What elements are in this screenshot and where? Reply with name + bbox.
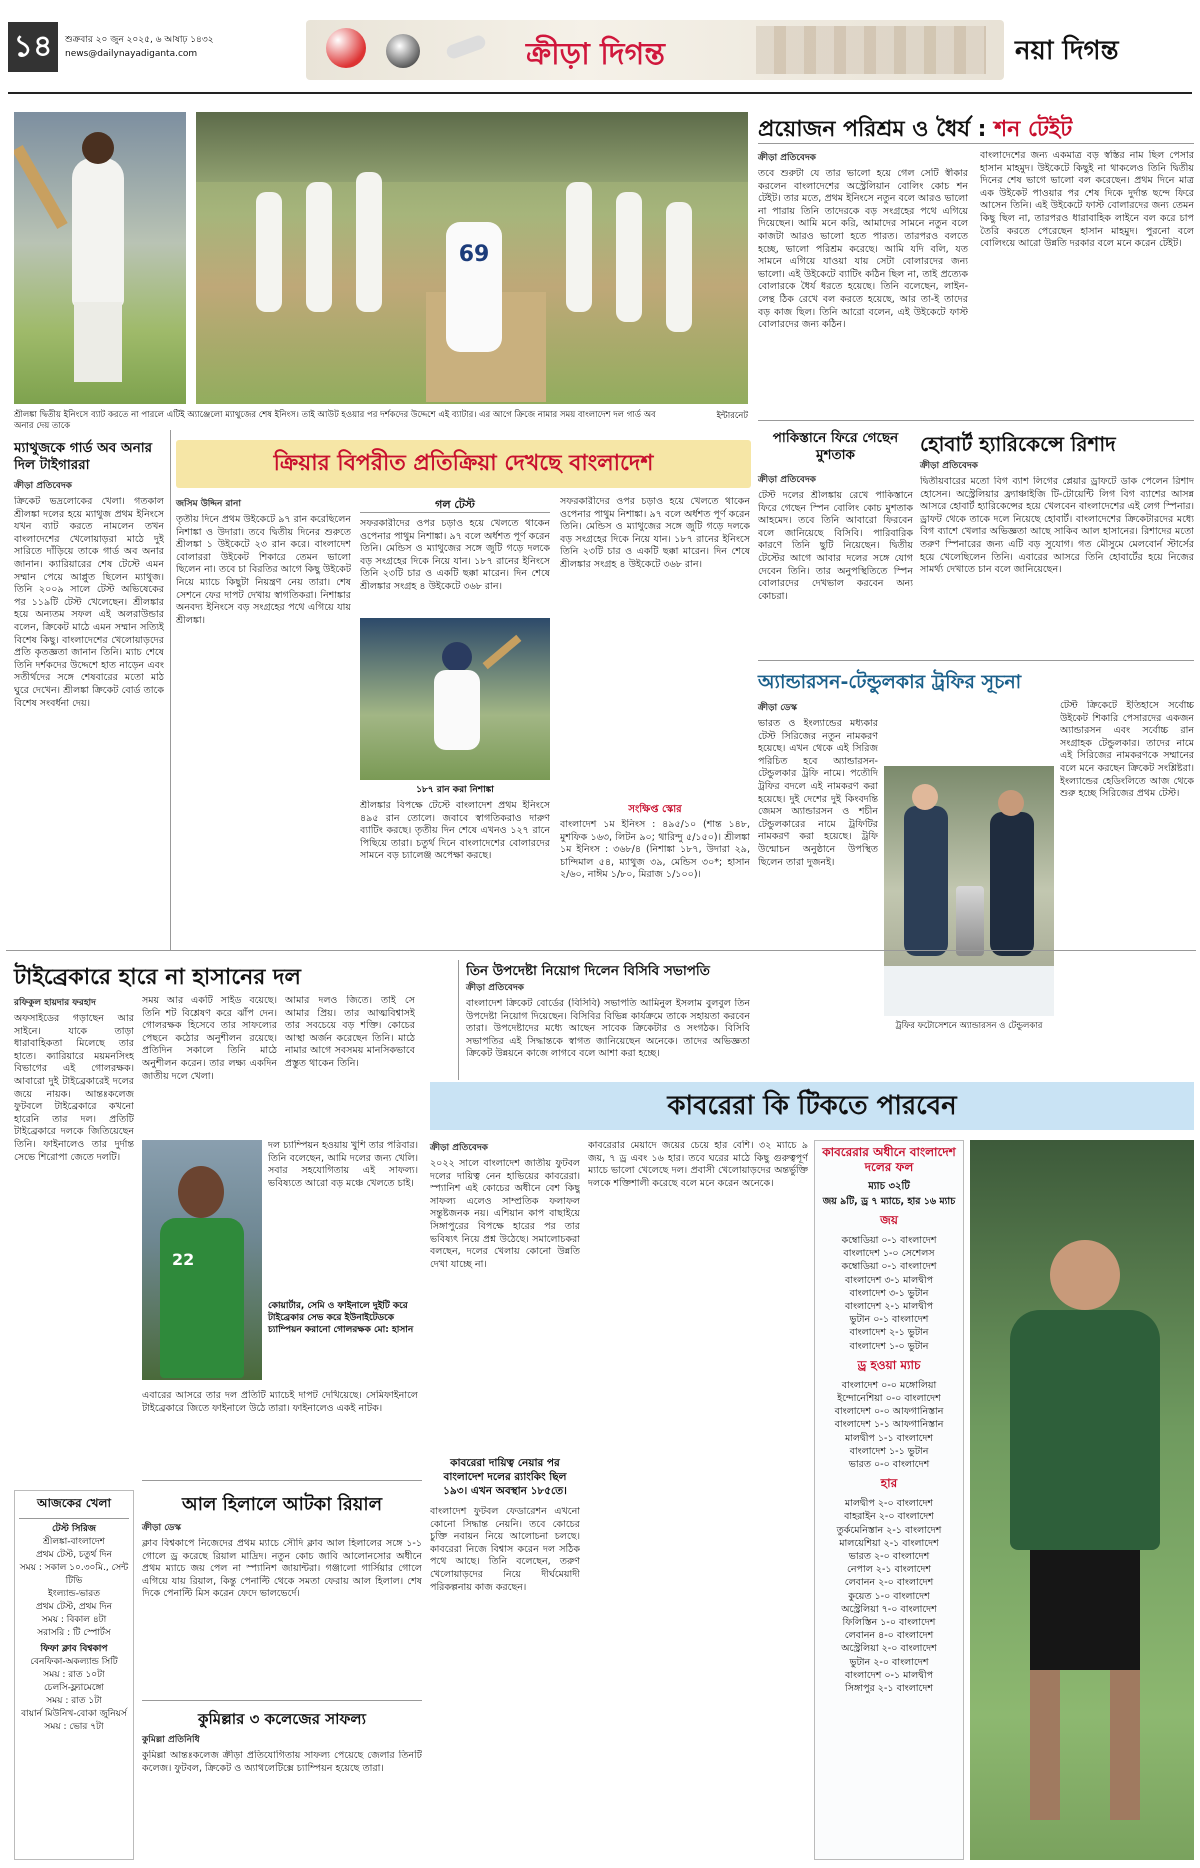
fixture-item: টেস্ট সিরিজ: [52, 1524, 96, 1534]
mathews-headline: ম্যাথুজকে গার্ড অব অনার দিল টাইগাররা: [14, 440, 153, 473]
fixture-item: ইংল্যান্ড-ভারত: [48, 1589, 100, 1599]
bcb-byline: ক্রীড়া প্রতিবেদক: [466, 983, 524, 993]
fixture-item: সময় : বিকাল ৪টা: [41, 1615, 107, 1625]
result-draw-item: ভারত ০-০ বাংলাদেশ: [848, 1459, 930, 1471]
real-headline: আল হিলালে আটকা রিয়াল: [182, 1494, 382, 1515]
tiebreaker-col4: দল চ্যাম্পিয়ন হওয়ায় খুশি তার পরিবার। তিনি বলেছেন, আমি দলের জন্য খেলি। সবার সহযোগিতায় এই সাফল্য। ভবিষ্যতে আরো বড় মঞ্চে খেলতে চাই।: [268, 1140, 418, 1189]
fixture-item: প্রথম টেস্ট, চতুর্থ দিন: [36, 1550, 112, 1560]
fixture-item: চেলসি-ফ্ল্যামেঙ্গো: [43, 1683, 105, 1693]
hobart-text: দ্বিতীয়বারের মতো বিগ ব্যাশ লিগের প্লেয়ার ড্রাফটে ডাক পেলেন রিশাদ হোসেন। অস্ট্রেলিয়ার ফ্র্যাঞ্চাইজি টি-টোয়েন্টি লিগ বিগ ব্যাশের আসন্ন আসরে হোবার্ট হ্যারিকেন্সের হয়ে খেলবেন বাংলাদেশের এই লেগ স্পিনার। ড্রাফট থেকে তাকে দলে নিয়েছে হোবার্ট। বাংলাদেশের ক্রিকেটারদের মধ্যে বিগ ব্যাশে খেলার অভিজ্ঞতা আছে সাকিব আল হাসানের। রিশাদের মতো তরুণ স্পিনারের জন্য এটি বড় সুযোগ। গত মৌসুমে মেলবোর্ন স্টার্সের হয়ে খেলেছিলেন তিনি। এবারের আসরে তিনি হোবার্টের হয়ে নিজের সামর্থ্য দেখাতে চান বলে জানিয়েছেন।: [920, 476, 1194, 576]
wins-title: জয়: [880, 1213, 898, 1227]
cabrera-byline: ক্রীড়া প্রতিবেদক: [430, 1143, 488, 1153]
fixtures-title: আজকের খেলা: [19, 1495, 129, 1519]
bcb-headline: তিন উপদেষ্টা নিয়োগ দিলেন বিসিবি সভাপতি: [466, 963, 710, 979]
results-summary-a: ম্যাচ ৩২টি: [868, 1181, 910, 1192]
result-win-item: বাংলাদেশ ২-১ মালদ্বীপ: [844, 1301, 934, 1313]
fixture-item: ফিফা ক্লাব বিশ্বকাপ: [40, 1644, 108, 1654]
tiebreaker-col5: এবারের আসরে তার দল প্রতিটি ম্যাচেই দাপট দেখিয়েছে। সেমিফাইনালে টাইব্রেকারে জিতে ফাইনালে উঠে তারা। ফাইনালেও একই নাটক।: [142, 1390, 418, 1414]
cabrera-col3: কাবরেরার মেয়াদে জয়ের চেয়ে হার বেশি। ৩২ ম্যাচে ৯ জয়, ৭ ড্র এবং ১৬ হার। তবে ঘরের মাঠে কিছু গুরুত্বপূর্ণ ম্যাচে ভালো খেলেছে দল। প্রবাসী খেলোয়াড়দের অন্তর্ভুক্তি দলকে শক্তিশালী করেছে বলে মনে করেন অনেকে।: [588, 1140, 808, 1189]
result-win-item: বাংলাদেশ ৩-১ মালদ্বীপ: [844, 1274, 934, 1286]
trophy-headline: অ্যান্ডারসন-টেন্ডুলকার ট্রফির সূচনা: [758, 671, 1022, 693]
cabrera-col2: বাংলাদেশ ফুটবল ফেডারেশন এখনো কোনো সিদ্ধান্ত নেয়নি। তবে কোচের চুক্তি নবায়ন নিয়ে আলোচনা চলছে। কাবরেরা নিজে বিশ্বাস করেন দল সঠিক পথে আছে। তিনি বলেছেন, তরুণ খেলোয়াড়দের নিয়ে দীর্ঘমেয়াদী পরিকল্পনায় কাজ করছেন।: [430, 1506, 580, 1593]
results-box: [814, 1140, 964, 1860]
fixture-item: সময় : রাত ১টা: [46, 1696, 102, 1706]
result-loss-item: অস্ট্রেলিয়া ২-০ বাংলাদেশ: [841, 1643, 937, 1655]
wins-list: [819, 1234, 959, 1353]
draws-title: ড্র হওয়া ম্যাচ: [857, 1357, 921, 1372]
score-title: সংক্ষিপ্ত স্কোর: [628, 804, 682, 815]
trophy-text-right: টেস্ট ক্রিকেটে ইতিহাসে সর্বোচ্চ উইকেট শিকারি পেসারদের একজন অ্যান্ডারসন এবং সর্বোচ্চ রান সংগ্রাহক টেন্ডুলকার। তাদের নামে এই সিরিজের নামকরণকে সম্মানের বলে মনে করছেন ক্রিকেট সংশ্লিষ্টরা। ইংল্যান্ডের হেডিংলিতে আজ থেকে শুরু হচ্ছে সিরিজের প্রথম টেস্ট।: [1060, 700, 1194, 800]
photo-nissanka: [360, 618, 550, 780]
result-draw-item: বাংলাদেশ ০-০ মঙ্গোলিয়া: [841, 1379, 937, 1391]
url-line: news@dailynayadiganta.com: [65, 49, 198, 59]
pakistan-byline: ক্রীড়া প্রতিবেদক: [758, 475, 816, 485]
result-draw-item: বাংলাদেশ ১-১ ভুটান: [849, 1445, 929, 1457]
comilla-byline: কুমিল্লা প্রতিনিধি: [142, 1735, 200, 1745]
fixture-item: সরাসরি : টি স্পোর্টস: [37, 1628, 111, 1638]
comilla-text: কুমিল্লা আন্তঃকলেজ ক্রীড়া প্রতিযোগিতায় সাফল্য পেয়েছে জেলার তিনটি কলেজ। ফুটবল, ক্রিকেট ও অ্যাথলেটিক্সে চ্যাম্পিয়ন হয়েছে তারা।: [142, 1750, 422, 1774]
goalkeeper-caption: কোয়ার্টার, সেমি ও ফাইনালে দুইটি করে টাইব্রেকার সেভ করে ইউনাইটেডকে চ্যাম্পিয়ন করানো গোলরক্ষক মো: হাসান: [268, 1301, 414, 1335]
results-summary-b: জয় ৯টি, ড্র ৭ ম্যাচে, হার ১৬ ম্যাচ: [822, 1196, 956, 1207]
shan-text-col2: বাংলাদেশের জন্য একমাত্র বড় স্বস্তির নাম ছিল পেসার হাসান মাহমুদ। উইকেটে কিছুই না থাকলেও তিনি দ্বিতীয় দিনের শেষ ভাগে ভালো বল করেছেন। প্রথম দিনে মাত্র এক উইকেট পাওয়ার পর শেষ দিকে দুর্দান্ত ছন্দে ফিরে আসেন তিনি। এই উইকেটে ফাস্ট বোলারদের জন্য তেমন কিছু ছিল না, তারপরও ধারাবাহিক লাইনে বল করে চাপ তৈরি করতে পেরেছেন হাসান মাহমুদ। পুরনো বলে বোলিংয়ে আরো উন্নতি দরকার বলে মনে করেন টেইট।: [980, 150, 1194, 250]
fixture-item: সময় : সকাল ১০.৩০মি., সেন্ট টিভি: [19, 1563, 129, 1586]
result-draw-item: ইন্দোনেশিয়া ০-০ বাংলাদেশ: [837, 1393, 941, 1405]
tiebreaker-byline: রফিকুল হায়দার ফরহাদ: [14, 998, 96, 1008]
cabrera-headline: কাবরেরা কি টিকতে পারবেন: [430, 1082, 1194, 1130]
result-loss-item: বাংলাদেশ ০-১ মালদ্বীপ: [844, 1669, 934, 1681]
result-win-item: কম্বোডিয়া ০-১ বাংলাদেশ: [841, 1235, 937, 1246]
banner-shuttle-icon: [445, 34, 487, 61]
result-loss-item: ভুটান ২-০ বাংলাদেশ: [849, 1656, 929, 1668]
main-text-col3: শ্রীলঙ্কার বিপক্ষে টেস্টে বাংলাদেশ প্রথম ইনিংসে ৪৯৫ রান তোলে। জবাবে স্বাগতিকরাও দারুণ ব্যাটিং করছে। তৃতীয় দিন শেষে এখনও ১২৭ রানে পিছিয়ে তারা। চতুর্থ দিনে বাংলাদেশের বোলারদের সামনে বড় চ্যালেঞ্জ অপেক্ষা করছে।: [360, 800, 550, 862]
tiebreaker-col2: সময় আর একটি সাইড বয়েছে। তিনি শট বিশ্লেষণ করে ঝাঁপ দেন। গোলরক্ষক হিসেবে তার সাফল্যের পেছনে কঠোর অনুশীলন রয়েছে। প্রতিদিন সকালে তিনি মাঠে অনুশীলন করেন। তার লক্ষ্য একদিন জাতীয় দলে খেলা।: [142, 995, 277, 1082]
result-loss-item: লেবানন ৪-০ বাংলাদেশ: [844, 1630, 934, 1642]
trophy-caption: ট্রফির ফটোসেশনে অ্যান্ডারসন ও টেন্ডুলকার: [895, 1021, 1043, 1031]
photo-cabrera: [970, 1140, 1194, 1860]
pakistan-headline: পাকিস্তানে ফিরে গেছেন মুশতাক: [772, 430, 899, 463]
result-win-item: কম্বোডিয়া ০-১ বাংলাদেশ: [841, 1261, 937, 1273]
photo-mathews-bat: [14, 112, 186, 404]
top-photo-caption: শ্রীলঙ্কা দ্বিতীয় ইনিংসে ব্যাট করতে না পারলে এটিই অ্যাঞ্জেলো ম্যাথুজের শেষ ইনিংস। তাই আউট হওয়ার পর দর্শকদের উদ্দেশে এই ব্যাটার। এর আগে ক্রিজে নামার সময় বাংলাদেশ দল গার্ড অব অনার দেয় তাকে: [14, 410, 656, 431]
bcb-text: বাংলাদেশ ক্রিকেট বোর্ডের (বিসিবি) সভাপতি আমিনুল ইসলাম বুলবুল তিন উপদেষ্টা নিয়োগ দিয়েছেন। বিসিবির বিভিন্ন কার্যক্রমে তাকে সহায়তা করবেন তারা। উপদেষ্টাদের মধ্যে আছেন সাবেক ক্রিকেটার ও সংগঠক। বিসিবি সভাপতির এই সিদ্ধান্তকে স্বাগত জানিয়েছেন অনেকে। তাদের অভিজ্ঞতা ক্রিকেট উন্নয়নে কাজে লাগবে বলে আশা করা হচ্ছে।: [466, 998, 750, 1060]
main-headline: ক্রিয়ার বিপরীত প্রতিক্রিয়া দেখছে বাংলাদেশ: [176, 440, 751, 488]
result-loss-item: তুর্কমেনিস্তান ২-১ বাংলাদেশ: [836, 1524, 942, 1536]
main-byline: জসিম উদ্দিন রানা: [176, 499, 241, 509]
result-loss-item: মালয়েশিয়া ২-১ বাংলাদেশ: [839, 1537, 939, 1549]
result-win-item: বাংলাদেশ ৩-১ ভুটান: [849, 1287, 929, 1299]
tiebreaker-col3: আমার দলও জিতে। তাই সে আমার প্রিয়। তার আত্মবিশ্বাসই তার সবচেয়ে বড় শক্তি। কোচের আস্থা অর্জন করেছেন তিনি। মাঠে নামার আগে সবসময় মানসিকভাবে প্রস্তুত থাকেন তিনি।: [285, 995, 415, 1069]
page-number: ১৪: [8, 22, 58, 72]
main-subhead: গল টেস্ট: [435, 498, 475, 511]
losses-list: [819, 1497, 959, 1695]
banner-ball-icon: [326, 28, 366, 68]
nissanka-caption: ১৮৭ রান করা নিশাঙ্কা: [416, 785, 494, 795]
pakistan-text: টেস্ট দলের শ্রীলঙ্কায় রেখে পাকিস্তানে ফিরে গেছেন স্পিন বোলিং কোচ মুশতাক আহমেদ। তবে তিনি আবারো ফিরবেন বলে জানিয়েছে বিসিবি। পারিবারিক কারণে তিনি ছুটি নিয়েছেন। দ্বিতীয় টেস্টের আগে আবার দলের সঙ্গে যোগ দেবেন তিনি। তার অনুপস্থিতিতে স্পিন বোলারদের দেখভাল করবেন অন্য কোচরা।: [758, 490, 913, 602]
tiebreaker-headline: টাইব্রেকারে হারে না হাসানের দল: [14, 965, 301, 990]
result-loss-item: বাহরাইন ২-০ বাংলাদেশ: [844, 1511, 934, 1523]
shan-headline-a: প্রয়োজন পরিশ্রম ও ধৈর্য :: [758, 117, 995, 142]
main-text-col2: সফরকারীদের ওপর চড়াও হয়ে খেলতে থাকেন ওপেনার পাথুম নিশাঙ্কা। ৯৭ বলে অর্ধশত পূর্ণ করেন তিনি। মেন্ডিস ও ম্যাথুজের সঙ্গে জুটি গড়ে দলকে বড় সংগ্রহের দিকে নিয়ে যান। ১৮৭ রানের ইনিংসে তিনি ২৩টি চার ও একটি ছক্কা মারেন। দিন শেষে শ্রীলঙ্কার সংগ্রহ ৪ উইকেটে ৩৬৮ রান।: [360, 518, 550, 592]
hobart-byline: ক্রীড়া প্রতিবেদক: [920, 461, 978, 471]
banner-athletes-icon: [756, 26, 986, 74]
shan-headline-b: শন টেইট: [994, 117, 1073, 142]
result-win-item: বাংলাদেশ ১-০ ভুটান: [849, 1340, 929, 1352]
top-photo-credit: ইন্টারনেট: [716, 411, 748, 421]
result-draw-item: বাংলাদেশ ০-০ আফগানিস্তান: [834, 1406, 944, 1418]
draws-list: [819, 1379, 959, 1471]
result-win-item: ভুটান ০-১ বাংলাদেশ: [849, 1314, 929, 1326]
result-loss-item: নেপাল ২-১ বাংলাদেশ: [846, 1564, 931, 1576]
mathews-byline: ক্রীড়া প্রতিবেদক: [14, 481, 72, 491]
trophy-byline: ক্রীড়া ডেস্ক: [758, 703, 798, 713]
tiebreaker-col1: অফসাইডের গড়াছেন আর সাইনে। যাকে তাড়া ধারাবাহিকতা মিলেছে তার হাতে। ক্যারিয়ারে ময়মনসিংহ বিভাগের এই গোলরক্ষক। আবারো দুই টাইব্রেকারেই দলের জয়ে নায়ক। আন্তঃকলেজ ফুটবলে টাইব্রেকারে কখনো হারেনি তার দল। প্রতিটি টাইব্রেকারে দলকে জিতিয়েছেন তিনি। ফাইনালেও তার দুর্দান্ত সেভে শিরোপা জেতে দলটি।: [14, 1013, 134, 1163]
real-text: ক্লাব বিশ্বকাপে নিজেদের প্রথম ম্যাচে সৌদি ক্লাব আল হিলালের সঙ্গে ১-১ গোলে ড্র করেছে রিয়াল মাদ্রিদ। নতুন কোচ জাবি আলোনসোর অধীনে প্রথম ম্যাচে জয় পেল না স্প্যানিশ জায়ান্টরা। গঞ্জালো গার্সিয়ার গোলে এগিয়ে যায় রিয়াল, কিন্তু পেনাল্টি থেকে সমতা ফেরায় আল হিলাল। শেষ দিকে পেনাল্টি মিস করেন ফেদে ভালভের্দে।: [142, 1538, 422, 1600]
jersey-number: 69: [458, 242, 490, 267]
fixtures-box: [14, 1490, 134, 1860]
fixture-item: সময় : রাত ১০টা: [43, 1670, 105, 1680]
photo-trophy: [884, 766, 1054, 1016]
trophy-text-left: ভারত ও ইংল্যান্ডের মধ্যকার টেস্ট সিরিজের নতুন নামকরণ হয়েছে। এখন থেকে এই সিরিজ পরিচিত হবে অ্যান্ডারসন-টেন্ডুলকার ট্রফি নামে। পতৌদি ট্রফির বদলে এই নামকরণ করা হয়েছে। দুই দেশের দুই কিংবদন্তি জেমস অ্যান্ডারসন ও শচীন টেন্ডুলকারের নামে ট্রফিটির নামকরণ করা হয়েছে। ট্রফি উন্মোচন অনুষ্ঠানে উপস্থিত ছিলেন তারা দুজনই।: [758, 718, 878, 868]
section-title: ক্রীড়া দিগন্ত: [526, 37, 665, 72]
fixture-item: বায়ার্ন মিউনিখ-বোকা জুনিয়র্স: [21, 1709, 127, 1719]
result-loss-item: লেবানন ২-০ বাংলাদেশ: [844, 1577, 934, 1589]
mathews-text: ক্রিকেট ভদ্রলোকের খেলা। গতকাল শ্রীলঙ্কা দলের হয়ে ম্যাথুজ প্রথম ইনিংসে যখন ব্যাট করতে নামলেন তখন বাংলাদেশের খেলোয়াড়রা মাঠে দুই সারিতে দাঁড়িয়ে তাকে গার্ড অব অনার জানান। ক্যারিয়ারের শেষ টেস্টে এমন সম্মান পেয়ে আপ্লুত ছিলেন ম্যাথুজ। তিনি ২০০৯ সালে টেস্ট অভিষেকের পর ১১৯টি টেস্ট খেলেছেন। শ্রীলঙ্কার হয়ে অন্যতম সফল এই অলরাউন্ডার বলেন, ক্রিকেট মাঠে এমন সম্মান সত্যিই বিশেষ কিছু। বাংলাদেশের খেলোয়াড়দের প্রতি কৃতজ্ঞতা জানান তিনি। ম্যাচ শেষে তিনি দর্শকদের উদ্দেশে হাত নাড়েন এবং সতীর্থদের সঙ্গে শেষবারের মতো মাঠ ঘুরে দেখেন। শ্রীলঙ্কা ক্রিকেট বোর্ড তাকে বিশেষ সংবর্ধনা দেয়।: [14, 496, 164, 709]
date-line: শুক্রবার ২০ জুন ২০২৫, ৬ আষাঢ় ১৪৩২: [65, 35, 214, 45]
result-draw-item: মালদ্বীপ ১-১ বাংলাদেশ: [844, 1432, 934, 1444]
result-loss-item: সিঙ্গাপুর ২-১ বাংলাদেশ: [845, 1683, 933, 1695]
result-win-item: বাংলাদেশ ১-০ সেশেলস: [843, 1248, 935, 1260]
real-byline: ক্রীড়া ডেস্ক: [142, 1523, 182, 1533]
result-loss-item: কুয়েত ১-০ বাংলাদেশ: [848, 1590, 930, 1602]
banner-football-icon: [386, 34, 420, 68]
fixture-item: সময় : ভোর ৭টা: [44, 1722, 104, 1732]
newspaper-logo: নয়া দিগন্ত: [1015, 36, 1119, 66]
hobart-headline: হোবার্ট হ্যারিকেন্সে রিশাদ: [920, 432, 1116, 456]
shan-text-col1: তবে শুরুটা যে তার ভালো হয়ে গেল সেটি স্বীকার করলেন বাংলাদেশের অস্ট্রেলিয়ান বোলিং কোচ শন টেইট। তার মতে, প্রথম ইনিংসে নতুন বলে আরও ভালো না পারায় তিনি তাদেরকে বড় সংগ্রহের পথে এগিয়ে দিয়েছেন। আমি মনে করি, আমাদের সামনে নতুন বলে কাজটা আরও ভালো হতে পারত। তারপরও বলতে হচ্ছে, ভালো পরিশ্রম করেছে। আমি যদি বলি, যত সামনে এগিয়ে যাওয়া যায় সেটা বোলারদের জন্য ভালো। এই উইকেটে ব্যাটিং কঠিন ছিল না, তাই প্রত্যেক বোলারকে ধৈর্য ধরতে হয়েছে। তিনি বলেছেন, লাইন-লেন্থ ঠিক রেখে বল করতে হয়েছে, আর তা-ই তাদের বড় কাজ ছিল। তিনি আরো বলেন, এই উইকেটে ফাস্ট বোলারদের জন্য কঠিন।: [758, 168, 968, 331]
shan-byline: ক্রীড়া প্রতিবেদক: [758, 153, 816, 163]
main-text-col1: তৃতীয় দিনে প্রথম উইকেটে ৯৭ রান করেছিলেন নিশাঙ্কা ও উদারা। তবে দ্বিতীয় দিনের শুরুতে শ্রীলঙ্কা ১ উইকেটে ২৩ রান করে। বাংলাদেশ বোলাররা উইকেট শিকারে তেমন ভালো ছিলেন না। তবে চা বিরতির আগে কিছু উইকেট নিয়ে ম্যাচে কিছুটা নিয়ন্ত্রণ নেয় তারা। শেষ সেশনে ফের দাপট দেখায় স্বাগতিকরা। নিশাঙ্কার অনবদ্য ইনিংসে বড় সংগ্রহের পথে এগিয়ে যায় শ্রীলঙ্কা।: [176, 514, 351, 626]
result-win-item: বাংলাদেশ ২-১ ভুটান: [849, 1327, 929, 1339]
fixture-item: বেনফিকা-অকল্যান্ড সিটি: [30, 1657, 118, 1667]
result-loss-item: অস্ট্রেলিয়া ৭-০ বাংলাদেশ: [841, 1603, 937, 1615]
score-text: বাংলাদেশ ১ম ইনিংস : ৪৯৫/১০ (শান্ত ১৪৮, মুশফিক ১৬৩, লিটন ৯০; থারিন্দু ৫/১৫০)। শ্রীলঙ্কা ১ম ইনিংস : ৩৬৮/৪ (নিশাঙ্কা ১৮৭, উদারা ২৯, চান্দিমাল ৫৪, ম্যাথুজ ৩৯, মেন্ডিস ৩০*; হাসান ২/৬০, নাঈম ১/৮০, মিরাজ ১/১০০)।: [560, 819, 750, 881]
result-draw-item: বাংলাদেশ ১-১ আফগানিস্তান: [834, 1419, 944, 1431]
cabrera-col1: ২০২২ সালে বাংলাদেশ জাতীয় ফুটবল দলের দায়িত্ব নেন হাভিয়ের কাবরেরা। স্প্যানিশ এই কোচের অধীনে বেশ কিছু সাফল্য এলেও সাম্প্রতিক ফলাফল সন্তুষ্টজনক নয়। এশিয়ান কাপ বাছাইয়ে সিঙ্গাপুরের বিপক্ষে হারের পর তার ভবিষ্যৎ নিয়ে প্রশ্ন উঠেছে। সমালোচকরা বলছেন, দলের খেলায় কোনো উন্নতি দেখা যাচ্ছে না।: [430, 1158, 580, 1270]
fixtures-list: [19, 1523, 129, 1734]
comilla-headline: কুমিল্লার ৩ কলেজের সাফল্য: [198, 1710, 366, 1728]
losses-title: হার: [880, 1476, 898, 1491]
result-loss-item: মালদ্বীপ ২-০ বাংলাদেশ: [844, 1498, 934, 1510]
section-banner: [306, 20, 1004, 80]
result-loss-item: ভারত ২-০ বাংলাদেশ: [848, 1551, 930, 1563]
photo-guard-of-honour: [196, 112, 748, 404]
photo-goalkeeper: 22: [142, 1140, 262, 1380]
fixture-item: প্রথম টেস্ট, প্রথম দিন: [36, 1602, 112, 1612]
result-loss-item: ফিলিস্তিন ১-০ বাংলাদেশ: [842, 1617, 936, 1629]
fixture-item: শ্রীলঙ্কা-বাংলাদেশ: [42, 1537, 106, 1547]
main-text-col3b: সফরকারীদের ওপর চড়াও হয়ে খেলতে থাকেন ওপেনার পাথুম নিশাঙ্কা। ৯৭ বলে অর্ধশত পূর্ণ করেন তিনি। মেন্ডিস ও ম্যাথুজের সঙ্গে জুটি গড়ে দলকে বড় সংগ্রহের দিকে নিয়ে যান। ১৮৭ রানের ইনিংসে তিনি ২৩টি চার ও একটি ছক্কা মারেন। দিন শেষে শ্রীলঙ্কার সংগ্রহ ৪ উইকেটে ৩৬৮ রান।: [560, 496, 750, 570]
results-title: কাবরেরার অধীনে বাংলাদেশ দলের ফল: [822, 1145, 956, 1174]
cabrera-subhead: কাবরেরা দায়িত্ব নেয়ার পর বাংলাদেশ দলের র‍্যাংকিং ছিল ১৯৩। এখন অবস্থান ১৮৫তে।: [443, 1457, 567, 1497]
